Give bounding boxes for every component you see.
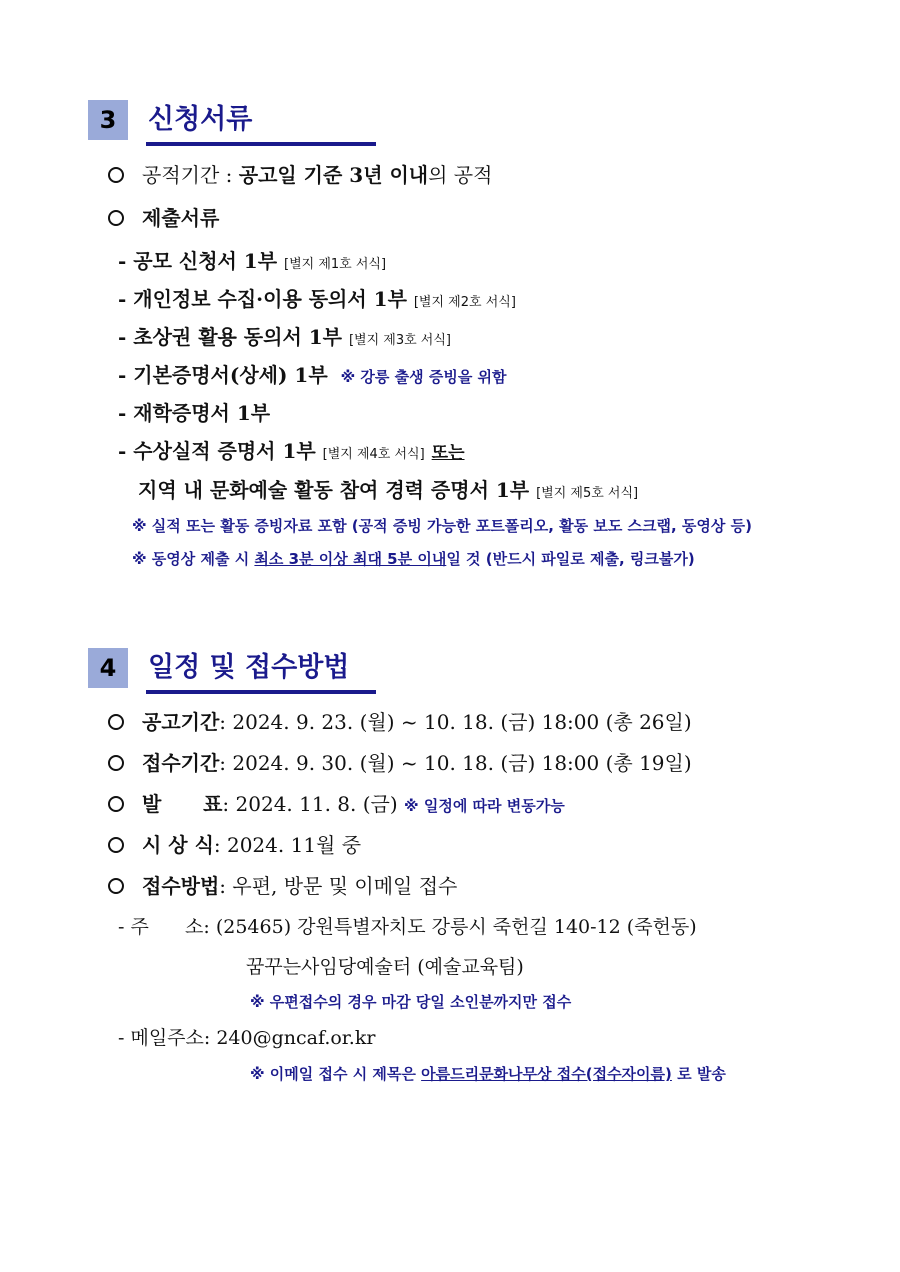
- row-label: 접수방법: [142, 874, 220, 898]
- note-underlined: 최소 3분 이상 최대 5분 이내: [254, 550, 447, 568]
- doc-text: 기본증명서(상세) 1부: [133, 363, 328, 387]
- note-text: ※ 실적 또는 활동 증빙자료 포함 (공적 증빙 가능한 포트폴리오, 활동 보도 스크랩, 동영상 등): [132, 517, 752, 535]
- address-value: : (25465) 강원특별자치도 강릉시 죽헌길 140-12 (죽헌동): [203, 916, 697, 938]
- video-note: [132, 544, 695, 574]
- email-label: - 메일주소: [118, 1027, 204, 1049]
- or-text: 또는: [431, 443, 465, 463]
- schedule-note: ※ 일정에 따라 변동가능: [404, 797, 565, 815]
- doc-text: 재학증명서 1부: [133, 401, 271, 425]
- schedule-row: [108, 871, 457, 901]
- row-label: 시 상 식: [142, 833, 214, 857]
- doc-item: [118, 436, 465, 470]
- row-value: : 2024. 11월 중: [213, 833, 362, 857]
- doc-item: [118, 322, 451, 356]
- row-value: : 2024. 9. 23. (월) ~ 10. 18. (금) 18:00 (총 26일): [219, 710, 692, 734]
- address-venue: 꿈꾸는사임당예술터 (예술교육팀): [246, 956, 524, 978]
- circle-bullet-icon: [108, 878, 124, 894]
- dash: -: [118, 401, 127, 425]
- doc-text: 개인정보 수집·이용 동의서 1부: [133, 287, 407, 311]
- note-text: ※ 동영상 제출 시: [132, 550, 255, 568]
- note-text: ※ 이메일 접수 시 제목은: [250, 1065, 422, 1083]
- address-line2: [246, 952, 524, 982]
- email-row: [118, 1023, 375, 1053]
- row-value: : 2024. 11. 8. (금): [222, 792, 398, 816]
- doc-item: [118, 360, 507, 392]
- dash: -: [118, 325, 127, 349]
- form-ref: [별지 제4호 서식]: [322, 447, 425, 462]
- schedule-row: [108, 748, 692, 778]
- form-ref: [별지 제3호 서식]: [348, 333, 451, 348]
- email-value[interactable]: : 240@gncaf.or.kr: [203, 1027, 376, 1049]
- circle-bullet-icon: [108, 837, 124, 853]
- form-ref: [별지 제5호 서식]: [536, 486, 639, 501]
- circle-bullet-icon: [108, 755, 124, 771]
- section-underline: [146, 690, 376, 694]
- dash: -: [118, 287, 127, 311]
- doc-item-continued: [138, 475, 638, 509]
- row-label: 접수기간: [142, 751, 220, 775]
- section-underline: [146, 142, 376, 146]
- dash: -: [118, 439, 127, 463]
- docs-row: [108, 203, 219, 233]
- row-label: 발 표: [142, 792, 223, 816]
- form-ref: [별지 제2호 서식]: [413, 295, 516, 310]
- doc-item: [118, 284, 516, 318]
- postal-note: [250, 987, 571, 1017]
- schedule-row: [108, 707, 692, 737]
- doc-item: [118, 398, 270, 428]
- period-tail: 의 공적: [428, 163, 493, 187]
- period-label: 공적기간: [142, 163, 220, 187]
- section-number: 3: [88, 100, 128, 140]
- row-value: : 우편, 방문 및 이메일 접수: [219, 874, 458, 898]
- section-title: 신청서류: [148, 104, 253, 135]
- doc-text: 초상권 활용 동의서 1부: [133, 325, 342, 349]
- circle-bullet-icon: [108, 714, 124, 730]
- doc-text: 지역 내 문화예술 활동 참여 경력 증명서 1부: [138, 478, 530, 502]
- address-label: - 주 소: [118, 916, 204, 938]
- dash: -: [118, 363, 127, 387]
- circle-bullet-icon: [108, 796, 124, 812]
- portfolio-note: [132, 511, 752, 541]
- period-row: [108, 160, 492, 190]
- doc-item: [118, 246, 386, 280]
- note-text: 일 것 (반드시 파일로 제출, 링크불가): [446, 550, 695, 568]
- doc-text: 공모 신청서 1부: [133, 249, 278, 273]
- period-bold: 공고일 기준 3년 이내: [238, 163, 429, 187]
- address-row: [118, 912, 697, 942]
- birth-note: ※ 강릉 출생 증빙을 위함: [340, 368, 507, 386]
- note-text: ※ 우편접수의 경우 마감 당일 소인분까지만 접수: [250, 993, 572, 1011]
- row-label: 공고기간: [142, 710, 220, 734]
- docs-label: 제출서류: [142, 206, 220, 230]
- period-colon: :: [225, 163, 233, 187]
- email-note: [250, 1059, 726, 1089]
- circle-bullet-icon: [108, 167, 124, 183]
- section-number: 4: [88, 648, 128, 688]
- circle-bullet-icon: [108, 210, 124, 226]
- schedule-row: [108, 830, 361, 860]
- note-text: 로 발송: [671, 1065, 726, 1083]
- note-underlined: 아름드리문화나무상 접수(접수자이름): [421, 1065, 672, 1083]
- schedule-row: [108, 789, 565, 821]
- dash: -: [118, 249, 127, 273]
- row-value: : 2024. 9. 30. (월) ~ 10. 18. (금) 18:00 (총 19일): [219, 751, 692, 775]
- form-ref: [별지 제1호 서식]: [284, 257, 387, 272]
- section-title: 일정 및 접수방법: [148, 652, 350, 683]
- doc-text: 수상실적 증명서 1부: [133, 439, 316, 463]
